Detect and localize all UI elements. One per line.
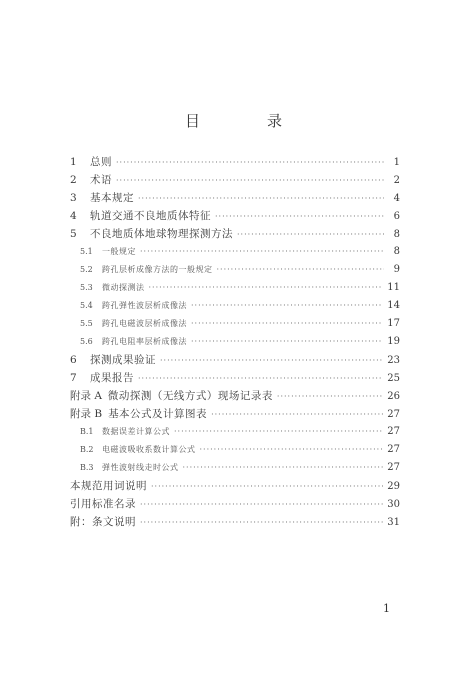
dot-leader — [174, 423, 383, 441]
toc-entry-number: 附录 A — [70, 390, 102, 402]
toc-entry-page: 27 — [387, 462, 400, 473]
toc-entry-number: 2 — [70, 174, 77, 186]
dot-leader — [160, 352, 383, 369]
toc-entry-number: 5.2 — [80, 265, 93, 274]
toc-entry-title: 术语 — [90, 174, 112, 186]
toc-entry — [70, 279, 400, 297]
toc-entry-page: 27 — [387, 426, 400, 437]
dot-leader — [217, 261, 385, 279]
toc-entry-number: 附录 B — [70, 408, 103, 420]
toc-entry-title: 基本公式及计算图表 — [108, 408, 208, 420]
toc-entry — [70, 207, 400, 225]
toc-entry — [70, 459, 400, 477]
toc-entry-page: 8 — [393, 229, 400, 240]
toc-entry-title: 总则 — [90, 156, 112, 168]
dot-leader — [116, 172, 384, 189]
toc-entry-number: 5.4 — [80, 301, 93, 310]
toc-entry-page: 29 — [387, 481, 400, 492]
toc-entry — [70, 477, 400, 495]
toc-entry-title: 弹性波射线走时公式 — [102, 463, 179, 472]
toc-entry — [70, 225, 400, 243]
toc-entry — [70, 315, 400, 333]
toc-entry-page: 8 — [393, 246, 400, 257]
toc-entry-title: 不良地质体地球物理探测方法 — [90, 228, 233, 240]
toc-entry-page: 2 — [393, 175, 400, 186]
dot-leader — [200, 441, 384, 459]
toc-entry-title: 附：条文说明 — [70, 516, 136, 528]
toc-entry-title: 跨孔电磁波层析成像法 — [102, 319, 187, 328]
toc-entry-page: 19 — [387, 336, 400, 347]
toc-entry-number: 4 — [70, 210, 77, 222]
toc-entry — [70, 333, 400, 351]
toc-entry — [70, 243, 400, 261]
toc-entry-title: 跨孔弹性波层析成像法 — [102, 301, 187, 310]
page-title: 目 录 — [184, 112, 308, 130]
toc-entry — [70, 189, 400, 207]
toc-entry-page: 17 — [387, 318, 400, 329]
dot-leader — [211, 406, 383, 423]
toc-entry-title: 基本规定 — [90, 192, 134, 204]
toc-entry-page: 23 — [387, 355, 400, 366]
toc-entry — [70, 171, 400, 189]
dot-leader — [277, 388, 383, 405]
toc-entry-page: 9 — [393, 264, 400, 275]
dot-leader — [191, 297, 383, 315]
toc-entry — [70, 153, 400, 171]
toc-entry-page: 25 — [387, 373, 400, 384]
toc-entry-title: 电磁波吸收系数计算公式 — [102, 445, 196, 454]
toc-entry — [70, 405, 400, 423]
toc-entry-number: B.1 — [80, 427, 94, 436]
toc-entry-page: 4 — [393, 193, 400, 204]
toc-entry-number: 1 — [70, 156, 77, 168]
dot-leader — [215, 208, 384, 225]
toc-entry-number: B.2 — [80, 445, 94, 454]
dot-leader — [149, 279, 384, 297]
dot-leader — [140, 514, 383, 531]
toc-entry-title: 跨孔电阻率层析成像法 — [102, 337, 187, 346]
toc-entry-title: 引用标准名录 — [70, 498, 136, 510]
toc-entry-number: B.3 — [80, 463, 94, 472]
toc-entry — [70, 441, 400, 459]
toc-entry-title: 微动探测（无线方式）现场记录表 — [107, 390, 273, 402]
toc-entry-title: 轨道交通不良地质体特征 — [90, 210, 211, 222]
dot-leader — [138, 190, 384, 207]
page-number: 1 — [383, 602, 390, 615]
toc-entry — [70, 423, 400, 441]
toc-entry — [70, 351, 400, 369]
toc-entry-number: 7 — [70, 372, 77, 384]
toc-entry-number: 5.1 — [80, 247, 93, 256]
toc-entry-page: 27 — [387, 409, 400, 420]
toc-entry-number: 3 — [70, 192, 77, 204]
dot-leader — [140, 496, 383, 513]
toc-entry-page: 11 — [387, 282, 400, 293]
dot-leader — [140, 243, 384, 261]
toc-entry-title: 探测成果验证 — [90, 354, 156, 366]
dot-leader — [183, 459, 384, 477]
dot-leader — [151, 478, 383, 495]
toc-entry-page: 27 — [387, 444, 400, 455]
toc-entry-title: 一般规定 — [102, 247, 136, 256]
table-of-contents — [70, 153, 400, 531]
toc-entry — [70, 387, 400, 405]
toc-entry — [70, 261, 400, 279]
toc-entry-page: 31 — [387, 517, 400, 528]
dot-leader — [237, 226, 384, 243]
toc-entry-number: 5.5 — [80, 319, 93, 328]
dot-leader — [138, 370, 383, 387]
dot-leader — [191, 333, 383, 351]
toc-entry-page: 14 — [387, 300, 400, 311]
toc-entry-number: 6 — [70, 354, 77, 366]
toc-entry-title: 数据误差计算公式 — [102, 427, 170, 436]
toc-entry-title: 跨孔层析成像方法的一般规定 — [102, 265, 213, 274]
toc-entry-title: 本规范用词说明 — [70, 480, 147, 492]
dot-leader — [116, 154, 384, 171]
toc-entry-page: 30 — [387, 499, 400, 510]
toc-entry — [70, 297, 400, 315]
toc-entry-page: 26 — [387, 391, 400, 402]
toc-entry-number: 5.6 — [80, 337, 93, 346]
toc-entry — [70, 495, 400, 513]
toc-entry-number: 5 — [70, 228, 77, 240]
toc-entry — [70, 369, 400, 387]
toc-entry-title: 成果报告 — [90, 372, 134, 384]
toc-entry — [70, 513, 400, 531]
toc-entry-number: 5.3 — [80, 283, 93, 292]
toc-entry-page: 1 — [393, 157, 400, 168]
toc-entry-page: 6 — [393, 211, 400, 222]
dot-leader — [191, 315, 383, 333]
toc-entry-title: 微动探测法 — [102, 283, 145, 292]
